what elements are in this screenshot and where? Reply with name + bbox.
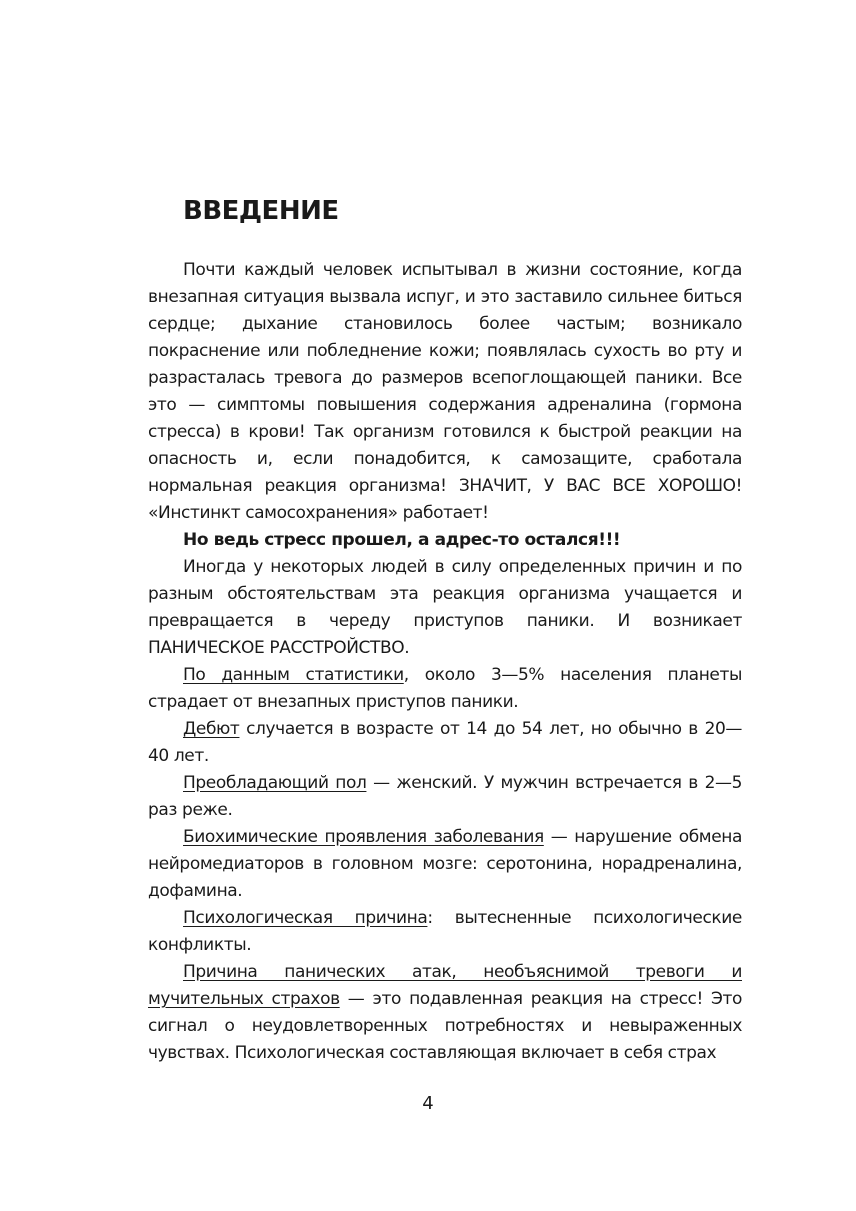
psychological-cause-label: Психологическая причина — [183, 908, 428, 928]
chapter-heading: ВВЕДЕНИЕ — [183, 196, 339, 226]
bold-statement: Но ведь стресс прошел, а адрес-то остался!!! — [183, 530, 621, 550]
paragraph-gender — [148, 770, 742, 824]
panic-cause-label: Причина панических атак, необъяснимой тревоги и мучительных страхов — [148, 962, 742, 1009]
gender-text: — женский. У мужчин встречается в 2—5 раз реже. — [148, 773, 742, 820]
statistics-label: По данным статистики — [183, 665, 404, 685]
debut-label: Дебют — [183, 719, 240, 739]
biochemistry-text: — нарушение обмена нейромедиаторов в головном мозге: серотонина, норадреналина, дофамина. — [148, 827, 742, 901]
gender-label: Преобладающий пол — [183, 773, 367, 793]
body-text — [148, 257, 742, 1067]
paragraph-bold-statement — [148, 527, 742, 554]
page-number: 4 — [422, 1093, 434, 1114]
paragraph-intro: Почти каждый человек испытывал в жизни состояние, когда внезапная ситуация вызвала испуг, и это заставило сильнее биться сердце; дыхание становилось более частым; возникало покраснение или побледнение кожи; появлялась сухость во рту и разрасталась тревога до размеров всепоглощающей паники. Все это — симптомы повышения содержания адреналина (гормона стресса) в крови! Так организм готовился к быстрой реакции на опасность и, если понадобится, к самозащите, сработала нормальная реакция организма! ЗНАЧИТ, У ВАС ВСЕ ХОРОШО! «Инстинкт самосохранения» работает! — [148, 260, 742, 523]
statistics-text: , около 3—5% населения планеты страдает от внезапных приступов паники. — [148, 665, 742, 712]
paragraph-panic-cause — [148, 959, 742, 1067]
paragraph-statistics — [148, 662, 742, 716]
panic-cause-text: — это подавленная реакция на стресс! Это сигнал о неудовлетворенных потребностях и невыраженных чувствах. Психологическая составляющая включает в себя страх — [148, 989, 742, 1063]
paragraph-psychological-cause — [148, 905, 742, 959]
debut-text: случается в возрасте от 14 до 54 лет, но обычно в 20—40 лет. — [148, 719, 742, 766]
psychological-cause-text: : вытесненные психологические конфликты. — [148, 908, 742, 955]
biochemistry-label: Биохимические проявления заболевания — [183, 827, 544, 847]
paragraph-biochemistry — [148, 824, 742, 905]
paragraph-debut — [148, 716, 742, 770]
paragraph-panic-disorder: Иногда у некоторых людей в силу определенных причин и по разным обстоятельствам эта реакция организма учащается и превращается в череду приступов паники. И возникает ПАНИЧЕСКОЕ РАССТРОЙСТВО. — [148, 557, 742, 658]
